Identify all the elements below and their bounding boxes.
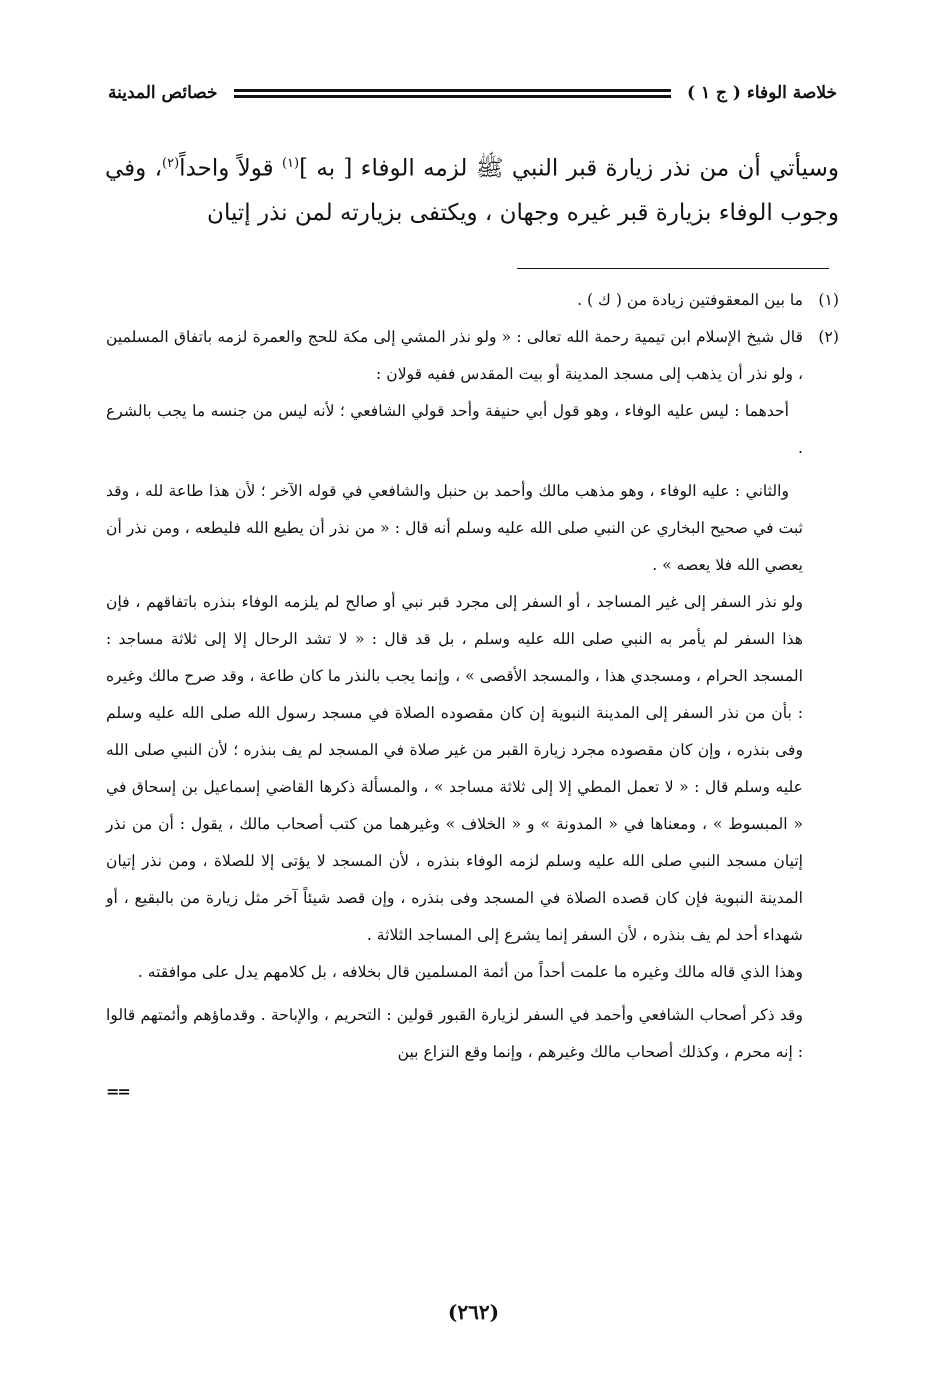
main-text xyxy=(105,142,839,235)
footnote-2 xyxy=(106,319,839,1110)
running-header xyxy=(108,76,837,110)
footnote-ref-1[interactable]: (١) xyxy=(281,156,300,171)
book-title: خلاصة الوفاء ( ج ١ ) xyxy=(687,83,837,103)
footnote-text: ما بين المعقوفتين زيادة من ( ك ) . xyxy=(577,291,803,309)
footnote-paragraph: قال شيخ الإسلام ابن تيمية رحمة الله تعالى : « ولو نذر المشي إلى مكة للحج والعمرة لزمه باتفاق المسلمين ، ولو نذر أن يذهب إلى مسجد المدينة أو بيت المقدس ففيه قولان : xyxy=(106,328,803,383)
footnote-paragraph: وهذا الذي قاله مالك وغيره ما علمت أحداً من أئمة المسلمين قال بخلافه ، بل كلامهم يدل على موافقته . xyxy=(137,963,803,981)
footnote-number: (١) xyxy=(818,291,839,309)
main-paragraph xyxy=(105,142,839,235)
footnote-paragraph: أحدهما : ليس عليه الوفاء ، وهو قول أبي حنيفة وأحد قولي الشافعي ؛ لأنه ليس من جنسه ما يجب بالشرع . xyxy=(106,402,803,457)
continuation-mark: == xyxy=(106,1082,129,1101)
main-line-2: وفي وجوب الوفاء بزيارة قبر غيره وجهان ، ويكتفى بزيارته لمن نذر إتيان xyxy=(105,155,839,226)
page-number: (٢٦٢) xyxy=(447,1300,500,1324)
main-line-1-end: قولاً واحداً xyxy=(179,155,282,182)
footnote-paragraph: ولو نذر السفر إلى غير المساجد ، أو السفر إلى مجرد قبر نبي أو صالح لم يلزمه الوفاء بنذره باتفاقهم ، فإن هذا السفر لم يأمر به النبي صلى الله عليه وسلم ، بل قد قال : « لا تشد الرحال إلا إلى ثلاثة مساجد : المسجد الحرام ، ومسجدي هذا ، والمسجد الأقصى » ، وإنما يجب بالنذر ما كان طاعة ، وقد صرح مالك وغيره : بأن من نذر السفر إلى المدينة النبوية إن كان مقصوده الصلاة في مسجد رسول الله صلى الله عليه وسلم وفى بنذره ، وإن كان مقصوده مجرد زيارة القبر من غير صلاة في المسجد لم يف بنذره ؛ لأن النبي صلى الله عليه وسلم قال : « لا تعمل المطي إلا إلى ثلاثة مساجد » ، والمسألة ذكرها القاضي إسماعيل بن إسحاق في « المبسوط » ، ومعناها في « المدونة » و « الخلاف » وغيرهما من كتب أصحاب مالك ، يقول : أن من نذر إتيان مسجد النبي صلى الله عليه وسلم لزمه الوفاء بنذره ، لأن المسجد لا يؤتى إلا للصلاة ، ومن نذر إتيان المدينة النبوية فإن كان قصده الصلاة في المسجد وفى بنذره ، وإن قصد شيئاً آخر مثل زيارة من بالبقيع ، أو شهداء أحد لم يف بنذره ، لأن السفر إنما يشرع إلى المساجد الثلاثة . xyxy=(106,593,803,944)
footnote-ref-2[interactable]: (٢) xyxy=(162,156,180,171)
footnotes xyxy=(106,282,839,1110)
footnote-paragraph: وقد ذكر أصحاب الشافعي وأحمد في السفر لزيارة القبور قولين : التحريم ، والإباحة . وقدماؤهم وأئمتهم قالوا : إنه محرم ، وكذلك أصحاب مالك وغيرهم ، وإنما وقع النزاع بين xyxy=(106,1006,803,1061)
main-line-1-tail: ، xyxy=(154,155,163,182)
footnote-paragraph: والثاني : عليه الوفاء ، وهو مذهب مالك وأحمد بن حنبل والشافعي في قوله الآخر ؛ لأن هذا طاعة لله ، وقد ثبت في صحيح البخاري عن النبي صلى الله عليه وسلم أنه قال : « من نذر أن يطيع الله فليطعه ، ومن نذر أن يعصي الله فلا يعصه » . xyxy=(106,482,803,574)
main-line-1: وسيأتي أن من نذر زيارة قبر النبي ﷺ لزمه الوفاء [ به ] xyxy=(299,155,839,182)
section-title: خصائص المدينة xyxy=(108,83,218,103)
footnote-1 xyxy=(106,282,839,319)
footnote-separator xyxy=(517,268,829,269)
header-double-rule xyxy=(234,89,671,98)
footnote-number: (٢) xyxy=(818,328,839,346)
